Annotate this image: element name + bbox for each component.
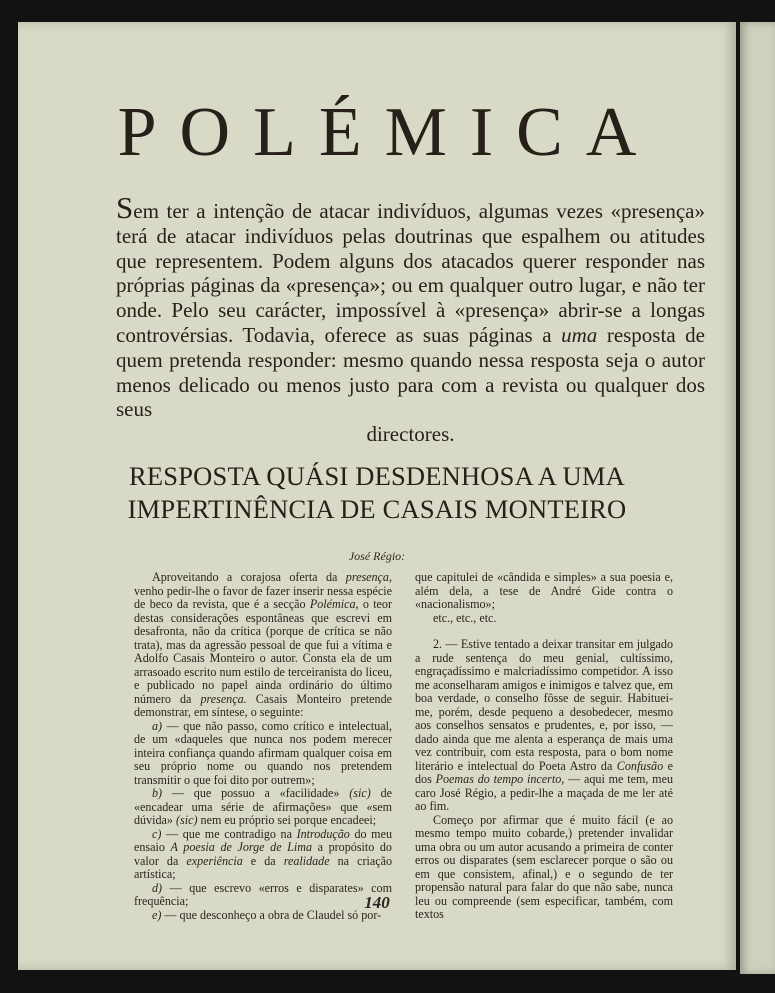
text-run: do meu ensaio: [134, 826, 393, 854]
text-run: — que escrevo «erros e disparates» com frequência;: [134, 880, 392, 908]
item-label: a): [152, 718, 163, 733]
adjacent-page-edge: [740, 22, 775, 974]
text-run: e da: [242, 853, 284, 868]
article-heading: [18, 460, 736, 526]
item-label: d): [152, 880, 163, 895]
editorial-note-last-line: directores.: [366, 422, 455, 447]
italic-run: presença,: [345, 570, 392, 584]
journal-page: [18, 22, 736, 970]
editorial-note-emphasis: uma: [561, 322, 598, 347]
article-author: José Régio:: [348, 549, 406, 563]
drop-cap: S: [116, 190, 134, 225]
text-run: a propósito do valor da: [134, 840, 392, 868]
left-item-a: [134, 720, 392, 788]
italic-run: Introdução: [296, 826, 350, 841]
italic-run: realidade: [283, 853, 330, 868]
page-number: 140: [364, 893, 390, 912]
italic-run: experiência: [186, 853, 243, 868]
italic-run: Polémica,: [309, 597, 359, 611]
section-title: POLÉMICA: [117, 94, 660, 171]
left-column: [134, 571, 392, 922]
left-item-c: [134, 828, 392, 882]
left-paragraph-intro: [134, 571, 392, 720]
article-heading-line-1: RESPOSTA QUÁSI DESDENHOSA A UMA: [129, 461, 625, 491]
italic-run: Poemas do tempo incerto,: [435, 772, 565, 786]
item-label: b): [152, 786, 163, 800]
article-heading-line-2: IMPERTINÊNCIA DE CASAIS MONTEIRO: [127, 494, 627, 524]
text-run: — que me contradigo na: [161, 826, 297, 841]
right-column: [415, 571, 673, 922]
item-label: c): [152, 826, 162, 841]
text-run: Aproveitando a corajosa oferta da: [152, 570, 346, 584]
text-run: — que desconheço a obra de Claudel só por-: [161, 907, 382, 922]
italic-run: Confusão: [616, 758, 664, 773]
editorial-note-text-1: em ter a intenção de atacar indivíduos, algumas vezes «presença» terá de atacar indivíduos pelas doutrinas que espalhem ou atitudes que representem. Podem alguns dos atacados querer responder nas próprias páginas da «presença»; ou em qualquer outro lugar, e não ter onde. Pelo seu carácter, impossível à «presença» abrir-se a longas controvérsias. Todavia, oferece as suas páginas a: [116, 199, 705, 347]
text-run: Casais Monteiro pretende demonstrar, em síntese, o seguinte:: [134, 691, 392, 719]
text-run: o teor destas considerações espontâneas que escrevi em desafronta, não da crítica (porque de crítica se não trata), mas da agressão pessoal de que fui a vítima e Adolfo Casais Monteiro o autor. Consta ela de um arrasoado escrito num estilo de terceiranista do liceu, e publicado no papel ainda ordinário do último número da: [134, 597, 392, 706]
text-run: nem eu próprio sei porque encadeei;: [197, 813, 377, 827]
italic-run: presença.: [200, 691, 247, 706]
italic-run: (sic): [176, 813, 198, 827]
right-paragraph-continued: que capitulei de «cândida e simples» a sua poesia e, além dela, a tese de André Gide contra o «nacionalismo»;: [415, 570, 673, 611]
text-run: 2. — Estive tentado a deixar transitar em julgado a rude sentença do meu genial, cultíssimo, engraçadíssimo e malcriadíssimo competidor. A isso me aconselharam amigos e inimigos e talvez que, em boa verdade, o conselho fôsse de seguir. Habituei-me, porém, desde pequeno a desobedecer, mesmo aos conselhos sensatos e prudentes, e, por isso, — dado ainda que me alenta a esperança de mais uma vez contribuir, com esta resposta, para o bom nome literário e intelectual do Poeta Astro da: [415, 637, 673, 773]
right-etc: etc., etc., etc.: [433, 610, 497, 625]
right-paragraph-2: [415, 638, 673, 814]
text-run: de «encadear uma série de afirmações» que «sem dúvida»: [134, 786, 392, 827]
italic-run: A poesia de Jorge de Lima: [170, 840, 313, 854]
text-run: e dos: [415, 758, 673, 786]
text-run: venho pedir-lhe o favor de fazer inserir nessa espécie de beco da revista, que é a secção: [134, 583, 392, 611]
italic-run: (sic): [349, 786, 371, 800]
left-item-b: [134, 787, 392, 828]
text-run: — que possuo a «facilidade»: [162, 786, 350, 800]
right-paragraph-3: Começo por afirmar que é muito fácil (e ao mesmo tempo muito cobarde,) pretender invalidar uma obra ou um autor acusando a primeira de conter erros ou disparates (sem esclarecer porque o são ou em que consistem, afinal,) e o segundo de ter propensão natural para falar do que não sabe, nunca leu ou compreende (sem especificar, também, com textos: [415, 812, 673, 921]
editorial-note: [116, 190, 705, 447]
item-label: e): [152, 907, 162, 922]
text-run: — que não passo, como crítico e intelectual, de um «daqueles que nunca nos podem merecer inteira confiança quando afirmam qualquer coisa em seu próprio nome ou quando nos pretendem transmitir o que foi dito por outrem»;: [134, 718, 392, 787]
editorial-note-text-2: resposta de quem pretenda responder: mesmo quando nessa resposta seja o autor menos delicado ou menos justo para com a revista ou qualquer dos seus: [116, 322, 705, 422]
text-run: — aqui me tem, meu caro José Régio, a pedir-lhe a maçada de me ler até ao fim.: [415, 772, 674, 813]
text-run: na criação artística;: [134, 853, 393, 881]
